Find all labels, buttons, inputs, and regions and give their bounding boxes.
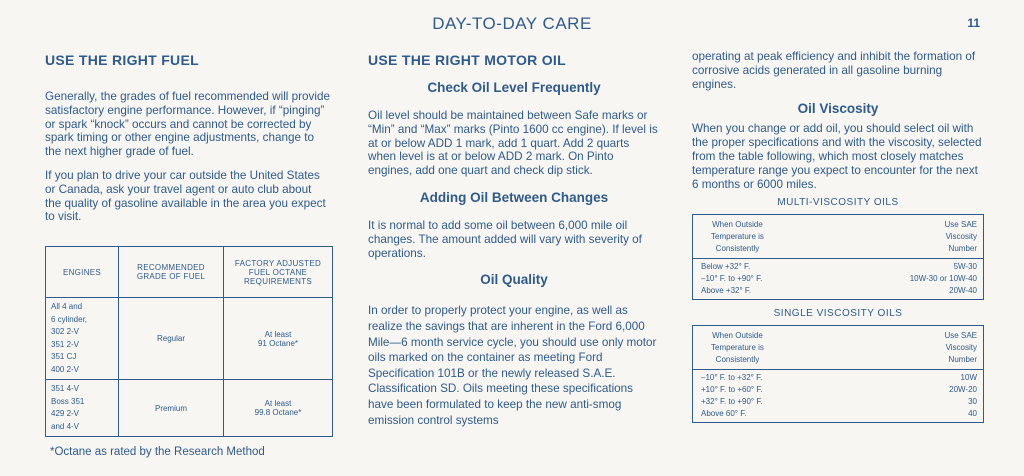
fuel-section — [45, 52, 330, 234]
table-row — [693, 408, 983, 420]
table-row — [693, 273, 983, 285]
header-line: Use SAE — [944, 331, 977, 341]
check-oil-heading: Check Oil Level Frequently — [427, 80, 601, 95]
temp-range: –10° F. to +32° F. — [701, 373, 763, 383]
page-number: 11 — [967, 16, 980, 30]
engine-line: 6 cylinder, — [51, 314, 88, 324]
octane-line: 99.8 Octane* — [254, 408, 302, 417]
fuel-table-header-row — [46, 247, 333, 298]
engine-line: 351 CJ — [51, 352, 77, 361]
sae-grade: 10W-30 or 10W-40 — [909, 274, 977, 284]
header-line: Number — [948, 355, 977, 365]
sae-grade: 5W-30 — [953, 262, 977, 272]
header-line: When Outside — [712, 220, 763, 230]
sae-grade: 20W-40 — [949, 286, 977, 296]
grade-cell: Regular — [119, 298, 224, 380]
temperature-header — [711, 330, 764, 366]
header-line: Viscosity — [945, 343, 977, 353]
viscosity-text: When you change or add oil, you should select oil with the proper specifications and with the viscosity, selected from the table following, which most closely matches temperature range you expect to encounter for the next 6 months or 6000 miles. — [692, 122, 982, 191]
sae-grade: 20W-20 — [949, 385, 977, 395]
engine-line: 351 2-V — [51, 339, 80, 349]
fuel-table — [45, 246, 333, 437]
engine-line: and 4-V — [51, 421, 80, 431]
sae-grade: 10W — [960, 373, 977, 383]
octane-line: At least — [264, 329, 292, 339]
viscosity-heading: Oil Viscosity — [797, 101, 879, 117]
engine-line: 400 2-V — [51, 364, 80, 374]
sae-header — [945, 219, 977, 255]
fuel-table-header: FACTORY ADJUSTED FUEL OCTANE REQUIREMENTS — [224, 247, 333, 298]
single-viscosity-title: SINGLE VISCOSITY OILS — [773, 308, 903, 320]
table-row — [693, 261, 983, 273]
page-title: DAY-TO-DAY CARE — [432, 14, 592, 33]
temp-range: Above 60° F. — [701, 409, 747, 419]
oil-quality-text: In order to properly protect your engine, as well as realize the savings that are inherent in the Ford 6,000 Mile—6 month service cycle, you should use only motor oils marked on the container as meeting Ford Specification 101B or the newly released S.A.E. Classification SD. Oils meeting these specifications have been formulated to keep the new anti-smog emission control systems — [368, 304, 657, 427]
check-oil-text: Oil level should be maintained between Safe marks or “Min” and “Max” marks (Pinto 1600 cc engine). If level is at or below ADD 1 mark, add 1 quart. Add 2 quarts when level is at or below ADD 2 mark. On Pinto engines, add one quart and check dip stick. — [368, 109, 658, 178]
table-header — [693, 215, 983, 259]
header-line: Temperature is — [711, 343, 764, 353]
temp-range: –10° F. to +90° F. — [701, 274, 763, 284]
engine-line: 302 2-V — [51, 327, 80, 336]
table-row — [693, 372, 983, 384]
adding-oil-text: It is normal to add some oil between 6,000 mile oil changes. The amount added will vary with severity of operations. — [368, 218, 642, 260]
temp-range: Below +32° F. — [701, 262, 751, 272]
temp-range: +10° F. to +60° F. — [701, 385, 763, 395]
fuel-table-header: ENGINES — [46, 247, 119, 298]
sae-header — [945, 330, 977, 366]
engine-line: 351 4-V — [51, 384, 80, 393]
table-row — [693, 285, 983, 297]
oil-section — [368, 52, 660, 438]
oil-heading: USE THE RIGHT MOTOR OIL — [368, 52, 566, 68]
engine-line: All 4 and — [51, 302, 83, 311]
engine-line: 429 2-V — [51, 409, 80, 418]
octane-cell — [224, 298, 333, 380]
table-row — [46, 298, 333, 380]
table-row — [46, 380, 333, 437]
temp-range: Above +32° F. — [701, 286, 752, 296]
table-row — [693, 396, 983, 408]
engines-cell — [46, 380, 119, 437]
fuel-paragraph-2: If you plan to drive your car outside the United States or Canada, ask your travel agent or auto club about the quality of gasoline available in the area you expect to visit. — [45, 168, 326, 224]
header-line: When Outside — [712, 331, 763, 341]
octane-line: At least — [264, 399, 292, 408]
sae-grade: 30 — [968, 397, 977, 407]
oil-quality-continued: operating at peak efficiency and inhibit the formation of corrosive acids generated in all gasoline burning engines. — [692, 50, 976, 91]
header-line: Consistently — [715, 244, 760, 254]
octane-line: 91 Octane* — [257, 338, 299, 348]
temperature-header — [711, 219, 764, 255]
temp-range: +32° F. to +90° F. — [701, 397, 763, 407]
multi-viscosity-table — [692, 214, 984, 300]
header-line: Viscosity — [945, 232, 977, 242]
engines-cell — [46, 298, 119, 380]
grade-cell: Premium — [119, 380, 224, 437]
engine-line: Boss 351 — [51, 396, 85, 406]
adding-oil-heading: Adding Oil Between Changes — [419, 189, 609, 205]
octane-cell — [224, 380, 333, 437]
octane-footnote: *Octane as rated by the Research Method — [50, 446, 265, 458]
fuel-paragraph-1: Generally, the grades of fuel recommended will provide satisfactory engine performance. However, if “pinging” or spark “knock” occurs and cannot be corrected by spark timing or other engine adjustments, change to the next higher grade of fuel. — [45, 90, 330, 159]
fuel-heading: USE THE RIGHT FUEL — [45, 52, 199, 68]
table-header — [693, 326, 983, 370]
fuel-table-header: RECOMMENDED GRADE OF FUEL — [119, 247, 224, 298]
header-line: Consistently — [715, 355, 760, 365]
header-line: Temperature is — [711, 232, 764, 242]
oil-quality-heading: Oil Quality — [480, 272, 548, 288]
header-line: Use SAE — [944, 220, 977, 230]
table-row — [693, 384, 983, 396]
viscosity-section — [692, 50, 984, 423]
sae-grade: 40 — [968, 409, 977, 419]
multi-viscosity-title: MULTI-VISCOSITY OILS — [777, 197, 899, 209]
single-viscosity-table — [692, 325, 984, 423]
header-line: Number — [948, 244, 977, 254]
